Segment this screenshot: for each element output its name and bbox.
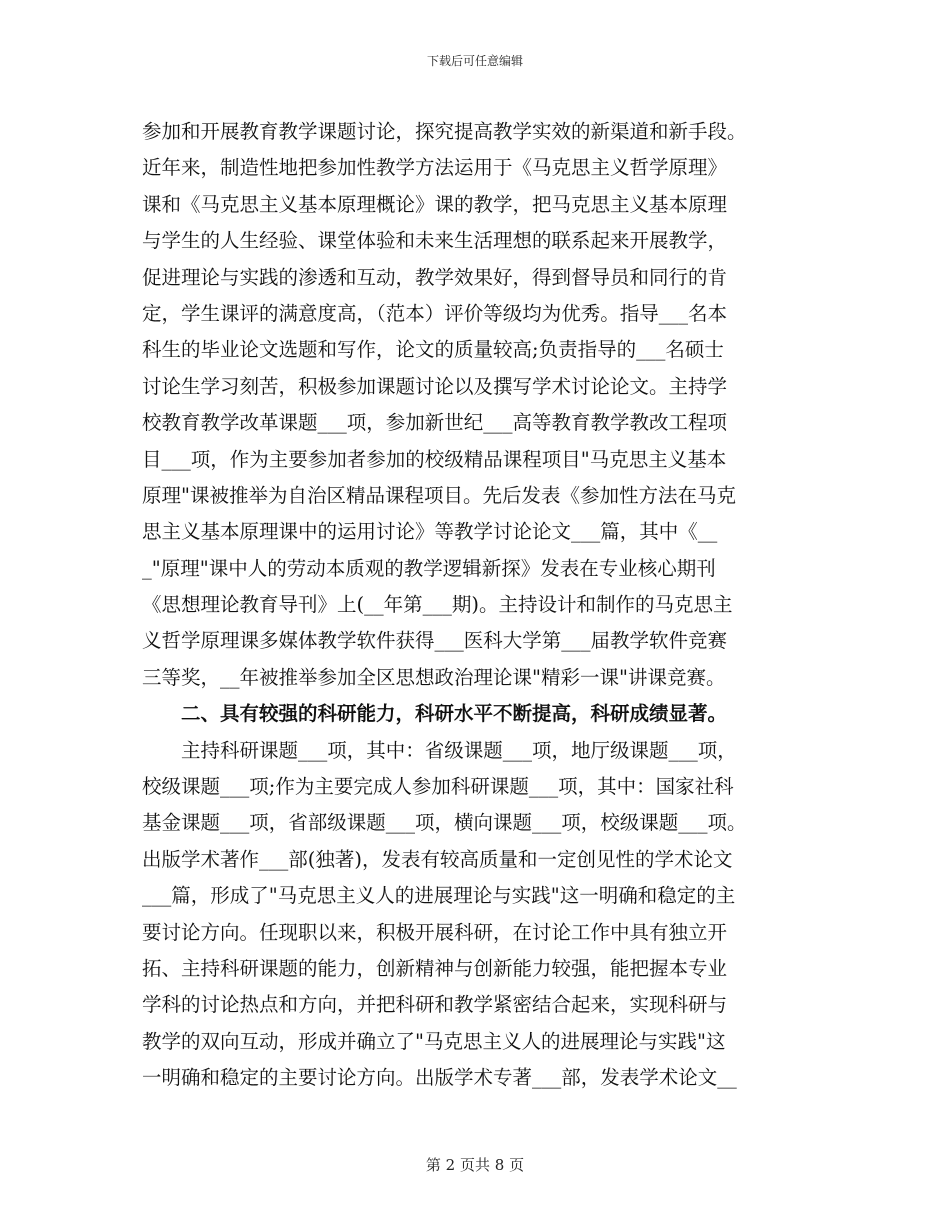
paragraph-line: 讨论生学习刻苦，积极参加课题讨论以及撰写学术讨论论文。主持学 — [142, 374, 728, 398]
document-body — [142, 114, 808, 1097]
paragraph-line: 学科的讨论热点和方向，并把科研和教学紧密结合起来，实现科研与 — [142, 993, 728, 1017]
section-heading: 二、具有较强的科研能力，科研水平不断提高，科研成绩显著。 — [142, 702, 728, 726]
paragraph-line: 基金课题___项，省部级课题___项，横向课题___项，校级课题___项。 — [142, 811, 747, 835]
paragraph-line: 义哲学原理课多媒体教学软件获得___医科大学第___届教学软件竞赛 — [142, 629, 728, 653]
paragraph-line: 教学的双向互动，形成并确立了"马克思主义人的进展理论与实践"这 — [142, 1029, 726, 1053]
paragraph-line: 一明确和稳定的主要讨论方向。出版学术专著___部，发表学术论文__ — [142, 1066, 737, 1090]
paragraph-line: 近年来，制造性地把参加性教学方法运用于《马克思主义哲学原理》 — [142, 156, 728, 180]
paragraph-line: 校级课题___项;作为主要完成人参加科研课题___项，其中：国家社科 — [142, 775, 734, 799]
paragraph-line: 三等奖，__年被推举参加全区思想政治理论课"精彩一课"讲课竞赛。 — [142, 665, 726, 689]
paragraph-line: 目___项，作为主要参加者参加的校级精品课程项目"马克思主义基本 — [142, 447, 727, 471]
page-number: 第 2 页共 8 页 — [425, 1156, 525, 1174]
paragraph-line: 参加和开展教育教学课题讨论，探究提高教学实效的新渠道和新手段。 — [142, 120, 747, 143]
paragraph-line: 与学生的人生经验、课堂体验和未来生活理想的联系起来开展教学， — [142, 229, 728, 253]
paragraph-line: 校教育教学改革课题___项，参加新世纪___高等教育教学教改工程项 — [142, 411, 728, 435]
paragraph-line: _"原理"课中人的劳动本质观的教学逻辑新探》发表在专业核心期刊 — [142, 556, 716, 580]
paragraph-line: 科生的毕业论文选题和写作，论文的质量较高;负责指导的___名硕士 — [142, 338, 724, 362]
paragraph-line: 要讨论方向。任现职以来，积极开展科研，在讨论工作中具有独立开 — [142, 920, 728, 944]
paragraph-line: 出版学术著作___部(独著)，发表有较高质量和一定创见性的学术论文 — [142, 847, 733, 871]
paragraph-line: 主持科研课题___项，其中：省级课题___项，地厅级课题___项， — [142, 738, 737, 762]
paragraph-line: ___篇，形成了"马克思主义人的进展理论与实践"这一明确和稳定的主 — [142, 884, 736, 908]
paragraph-line: 拓、主持科研课题的能力，创新精神与创新能力较强，能把握本专业 — [142, 956, 728, 980]
paragraph-line: 促进理论与实践的渗透和互动，教学效果好，得到督导员和同行的肯 — [142, 265, 728, 289]
paragraph-line: 课和《马克思主义基本原理概论》课的教学，把马克思主义基本原理 — [142, 192, 728, 216]
paragraph-line: 原理"课被推举为自治区精品课程项目。先后发表《参加性方法在马克 — [142, 483, 736, 507]
paragraph-line: 思主义基本原理课中的运用讨论》等教学讨论论文___篇，其中《__ — [142, 520, 718, 544]
page-header: 下载后可任意编辑 — [426, 54, 523, 68]
paragraph-line: 定，学生课评的满意度高，（范本）评价等级均为优秀。指导___名本 — [142, 301, 728, 325]
paragraph-line: 《思想理论教育导刊》上(__年第___期)。主持设计和制作的马克思主 — [142, 593, 733, 617]
